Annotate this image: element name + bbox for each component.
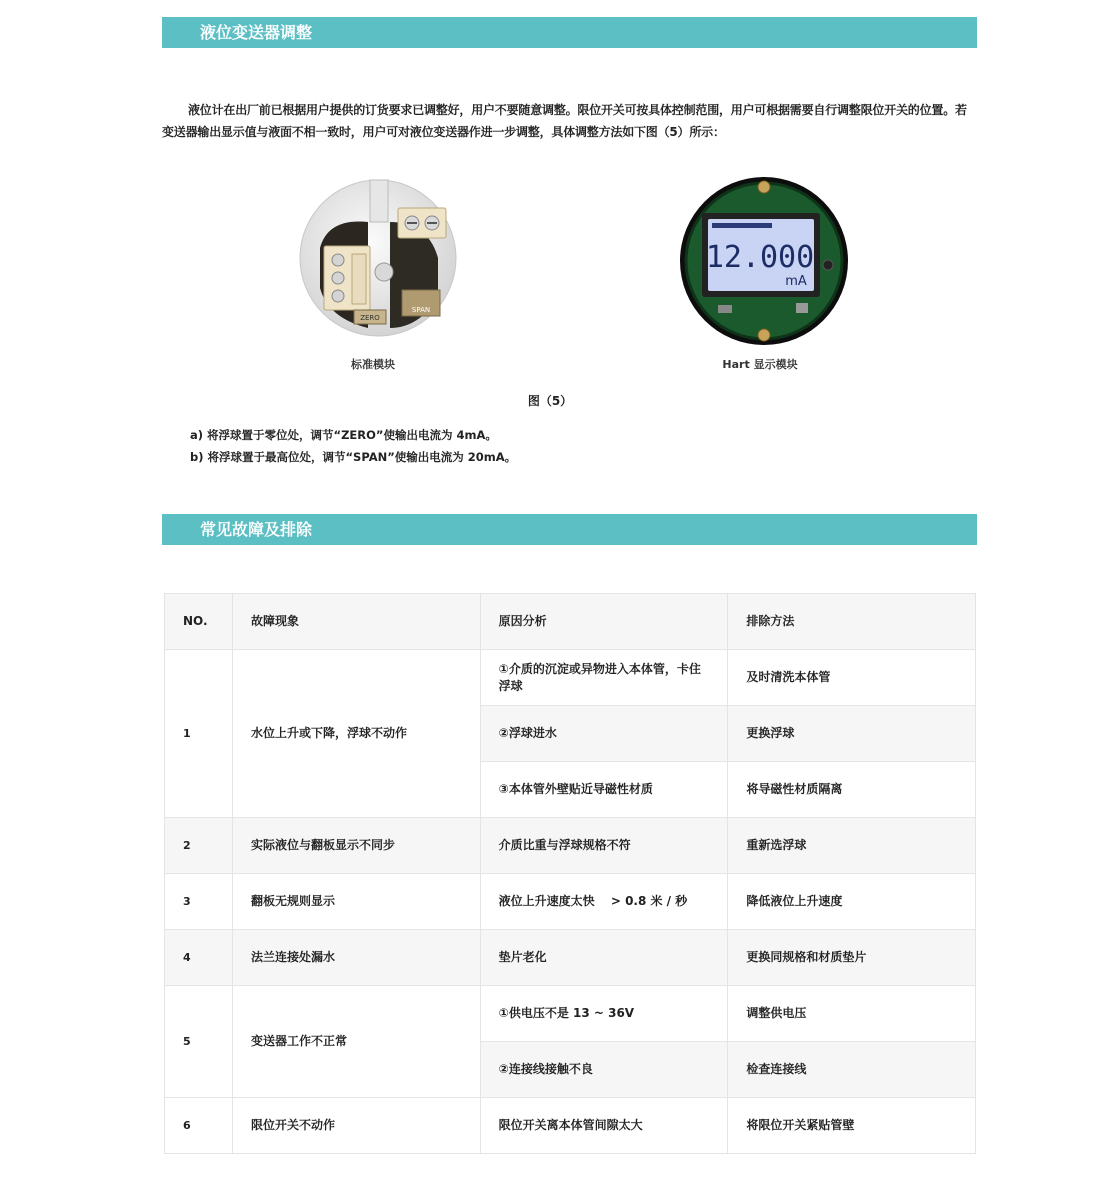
svg-text:mA: mA: [785, 274, 807, 289]
svg-text:SPAN: SPAN: [411, 306, 431, 314]
row-cause: 液位上升速度太快 > 0.8 米 / 秒: [480, 874, 728, 930]
row-no: 6: [165, 1098, 233, 1154]
header-fix: 排除方法: [728, 594, 976, 650]
row-fix: 更换同规格和材质垫片: [728, 930, 976, 986]
row-symptom: 变送器工作不正常: [232, 986, 480, 1098]
step-b-span: b) 将浮球置于最高位处，调节“SPAN”使输出电流为 20mA。: [190, 450, 517, 464]
row-symptom: 实际液位与翻板显示不同步: [232, 818, 480, 874]
row-cause: 介质比重与浮球规格不符: [480, 818, 728, 874]
row-fix: 更换浮球: [728, 706, 976, 762]
row-fix: 及时清洗本体管: [728, 650, 976, 706]
row-no: 5: [165, 986, 233, 1098]
row-fix: 重新选浮球: [728, 818, 976, 874]
row-fix: 将限位开关紧贴管壁: [728, 1098, 976, 1154]
row-symptom: 翻板无规则显示: [232, 874, 480, 930]
table-row: [165, 1098, 976, 1154]
hart-module-caption: Hart 显示模块: [722, 358, 798, 371]
header-symptom: 故障现象: [232, 594, 480, 650]
fault-table: [164, 593, 976, 1154]
svg-text:12.000: 12.000: [705, 240, 815, 275]
row-no: 4: [165, 930, 233, 986]
standard-module-caption: 标准模块: [351, 358, 395, 371]
table-row: [165, 818, 976, 874]
row-no: 1: [165, 650, 233, 818]
header-cause: 原因分析: [480, 594, 728, 650]
section-title-troubleshooting: 常见故障及排除: [162, 514, 977, 545]
row-fix: 将导磁性材质隔离: [728, 762, 976, 818]
header-no: NO.: [165, 594, 233, 650]
standard-module-image: [298, 178, 458, 338]
step-a-zero: a) 将浮球置于零位处，调节“ZERO”使输出电流为 4mA。: [190, 428, 497, 442]
row-cause: 垫片老化: [480, 930, 728, 986]
table-row: [165, 650, 976, 706]
row-symptom: 限位开关不动作: [232, 1098, 480, 1154]
section-title-adjustment: 液位变送器调整: [162, 17, 977, 48]
row-no: 2: [165, 818, 233, 874]
hart-display-module-image: [678, 175, 850, 347]
table-row: [165, 930, 976, 986]
row-cause: ①供电压不是 13 ~ 36V: [480, 986, 728, 1042]
table-header-row: [165, 594, 976, 650]
row-cause: ②浮球进水: [480, 706, 728, 762]
table-row: [165, 986, 976, 1042]
table-row: [165, 874, 976, 930]
row-fix: 调整供电压: [728, 986, 976, 1042]
row-fix: 检查连接线: [728, 1042, 976, 1098]
row-fix: 降低液位上升速度: [728, 874, 976, 930]
row-cause: ②连接线接触不良: [480, 1042, 728, 1098]
row-symptom: 水位上升或下降，浮球不动作: [232, 650, 480, 818]
row-cause: ①介质的沉淀或异物进入本体管，卡住浮球: [480, 650, 728, 706]
svg-text:ZERO: ZERO: [360, 314, 380, 322]
figure-label: 图（5）: [527, 394, 573, 408]
row-cause: ③本体管外壁贴近导磁性材质: [480, 762, 728, 818]
row-no: 3: [165, 874, 233, 930]
row-cause: 限位开关离本体管间隙太大: [480, 1098, 728, 1154]
intro-paragraph: 液位计在出厂前已根据用户提供的订货要求已调整好，用户不要随意调整。限位开关可按具体控制范围，用户可根据需要自行调整限位开关的位置。若变送器输出显示值与液面不相一致时，用户可对液位变送器作进一步调整，具体调整方法如下图（5）所示：: [162, 103, 967, 139]
row-symptom: 法兰连接处漏水: [232, 930, 480, 986]
